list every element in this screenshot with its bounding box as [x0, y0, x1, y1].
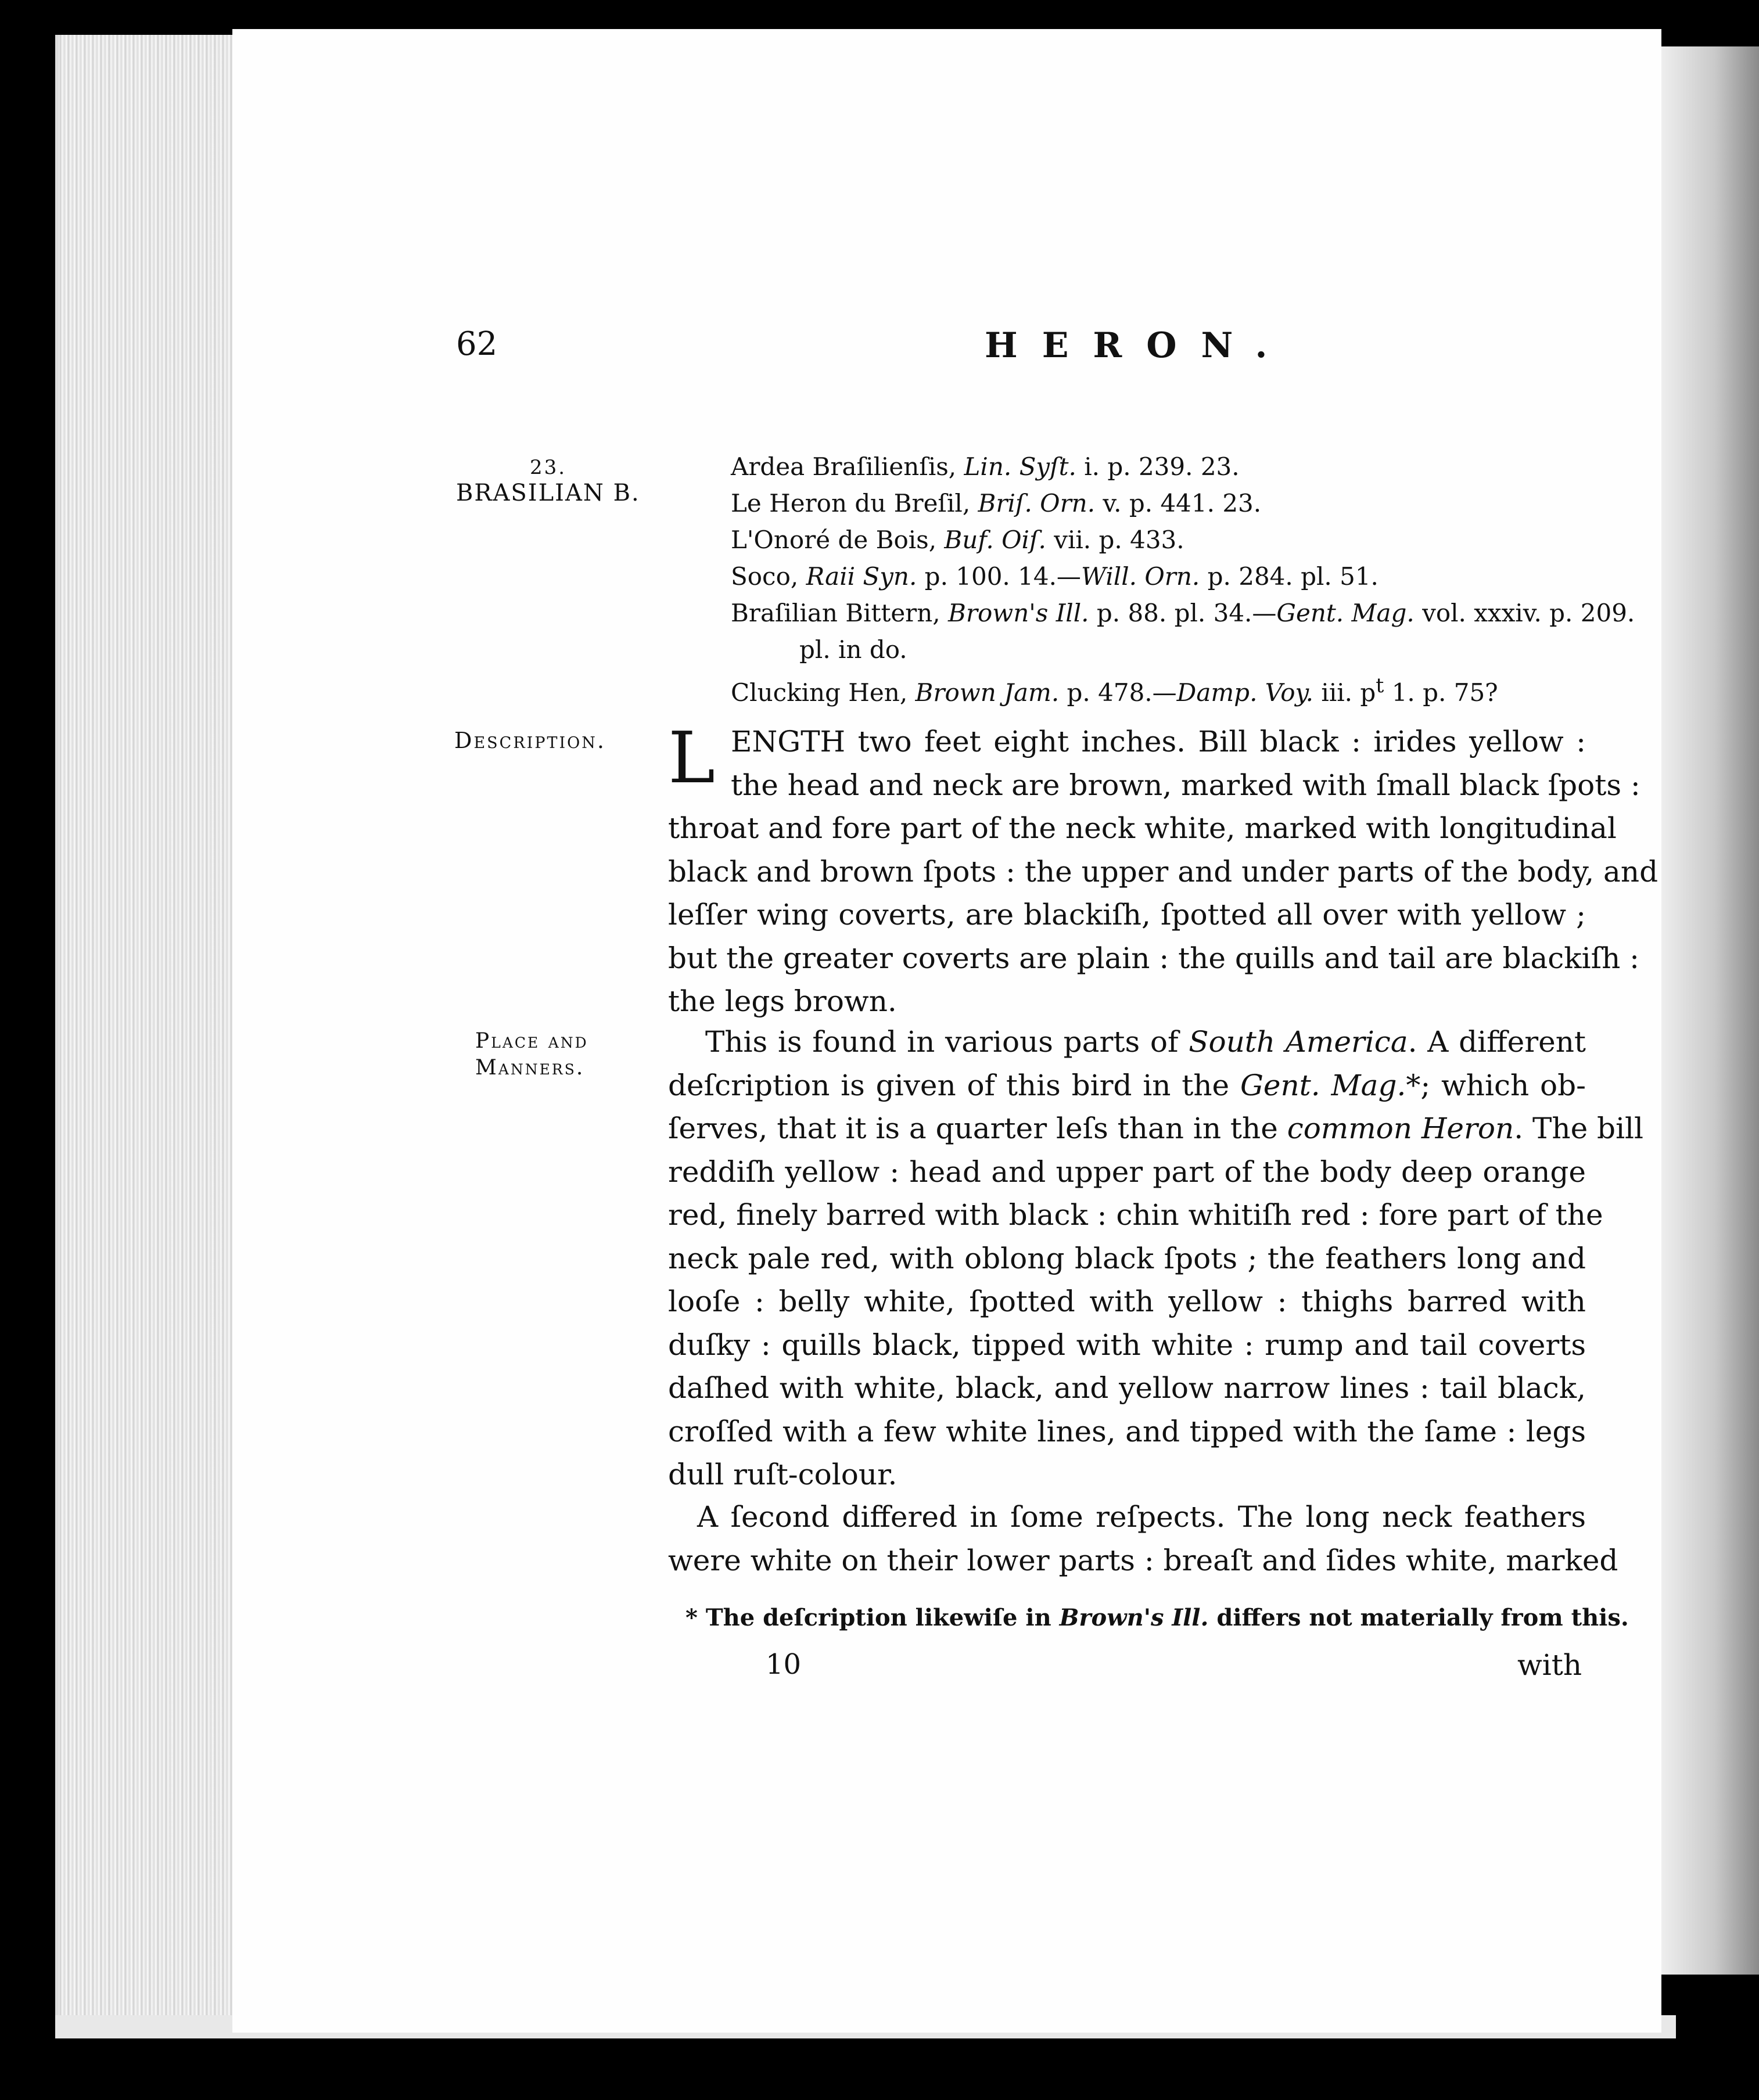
- description-label: Description.: [454, 728, 606, 753]
- text-line: but the greater coverts are plain : the quills and tail are blackiſh :: [668, 941, 1640, 975]
- place-label-line1: Place and: [475, 1029, 588, 1053]
- second-paragraph: [668, 1495, 1618, 1582]
- synonym-line: Braſilian Bittern, Brown's Ill. p. 88. pl. 34.—Gent. Mag. vol. xxxiv. p. 209.: [731, 599, 1635, 627]
- text-line: dull ruſt-colour.: [668, 1458, 898, 1491]
- page-edges-left: [55, 35, 239, 2021]
- text-line: leſſer wing coverts, are blackiſh, ſpotted all over with yellow ;: [668, 898, 1586, 932]
- place-label-line2: Manners.: [475, 1056, 585, 1080]
- running-head: HERON.: [985, 325, 1292, 366]
- catchword: with: [1517, 1648, 1582, 1682]
- page-edges-right: [1661, 46, 1759, 1975]
- synonym-line: pl. in do.: [799, 635, 907, 664]
- text-line: reddiſh yellow : head and upper part of the body deep orange: [668, 1155, 1586, 1189]
- text-line: the head and neck are brown, marked with ſmall black ſpots :: [731, 768, 1640, 802]
- text-line: A ſecond differed in ſome reſpects. The long neck feathers: [697, 1500, 1586, 1534]
- text-line: ſerves, that it is a quarter leſs than in the common Heron. The bill: [668, 1112, 1644, 1145]
- text-line: red, finely barred with black : chin whitiſh red : fore part of the: [668, 1198, 1603, 1232]
- drop-cap: L: [668, 717, 716, 799]
- text-line: duſky : quills black, tipped with white : rump and tail coverts: [668, 1328, 1586, 1362]
- text-line: were white on their lower parts : breaſt and ſides white, marked: [668, 1543, 1618, 1577]
- text-line: the legs brown.: [668, 984, 897, 1018]
- page-number: 62: [456, 325, 498, 363]
- text-line: throat and fore part of the neck white, marked with longitudinal: [668, 811, 1617, 845]
- text-line: croſſed with a few white lines, and tipped with the ſame : legs: [668, 1414, 1586, 1448]
- text-line: looſe : belly white, ſpotted with yellow : thighs barred with: [668, 1285, 1586, 1318]
- synonym-line: Soco, Raii Syn. p. 100. 14.—Will. Orn. p. 284. pl. 51.: [731, 562, 1379, 591]
- text-line: ENGTH two feet eight inches. Bill black : irides yellow :: [731, 725, 1586, 758]
- place-paragraph: [668, 1020, 1644, 1497]
- text-line: This is found in various parts of South America. A different: [705, 1025, 1586, 1059]
- text-line: deſcription is given of this bird in the Gent. Mag.*; which ob-: [668, 1068, 1586, 1102]
- text-line: daſhed with white, black, and yellow narrow lines : tail black,: [668, 1371, 1586, 1405]
- place-label: [475, 1028, 588, 1081]
- synonymy-block: [731, 448, 1635, 711]
- synonym-line: Clucking Hen, Brown Jam. p. 478.—Damp. Voy. iii. $p^t$ 1. p. 75?: [731, 674, 1498, 707]
- synonym-line: Le Heron du Breſil, Briſ. Orn. v. p. 441. 23.: [731, 489, 1262, 517]
- text-line: neck pale red, with oblong black ſpots ; the feathers long and: [668, 1241, 1586, 1275]
- entry-number: 23.: [530, 456, 567, 479]
- description-paragraph: [668, 717, 1659, 1023]
- species-name: BRASILIAN B.: [456, 480, 640, 506]
- footnote: * The deſcription likewiſe in Brown's Ill. differs not materially from this.: [685, 1604, 1629, 1631]
- synonym-line: L'Onoré de Bois, Buf. Oiſ. vii. p. 433.: [731, 526, 1184, 554]
- synonym-line: Ardea Braſilienſis, Lin. Syſt. i. p. 239. 23.: [731, 452, 1240, 481]
- text-line: black and brown ſpots : the upper and under parts of the body, and: [668, 854, 1659, 889]
- signature-mark: 10: [766, 1648, 802, 1681]
